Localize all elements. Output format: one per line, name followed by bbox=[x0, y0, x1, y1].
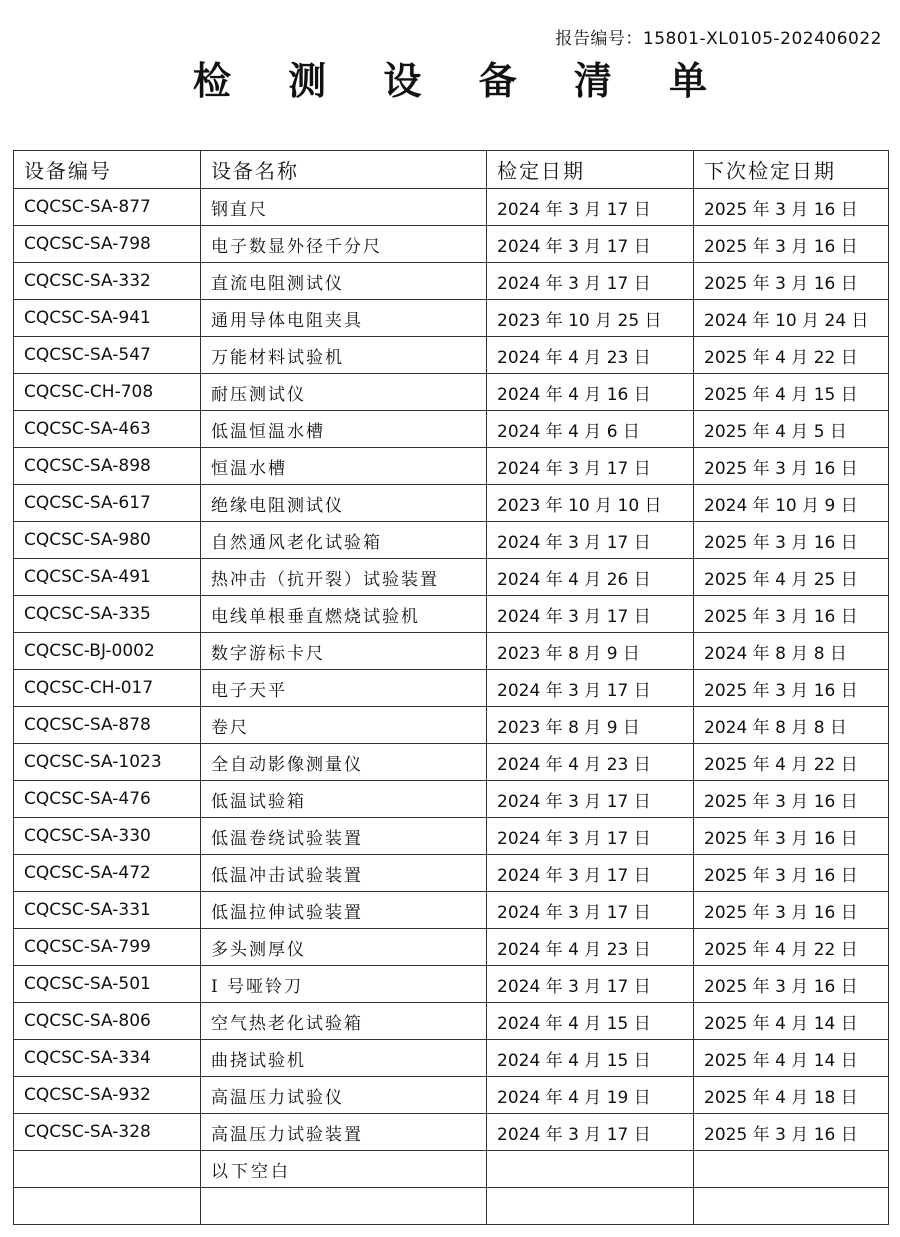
cell-next-calibration-date: 2025 年 4 月 14 日 bbox=[694, 1003, 889, 1040]
cell-calibration-date: 2024 年 3 月 17 日 bbox=[487, 189, 694, 226]
column-header-equipment-name: 设备名称 bbox=[201, 151, 487, 189]
cell-calibration-date: 2024 年 4 月 19 日 bbox=[487, 1077, 694, 1114]
cell-equipment-name: 直流电阻测试仪 bbox=[201, 263, 487, 300]
cell-equipment-id: CQCSC-SA-328 bbox=[14, 1114, 201, 1151]
table-cell bbox=[14, 1151, 201, 1188]
cell-equipment-id: CQCSC-CH-708 bbox=[14, 374, 201, 411]
report-number-value: 15801-XL0105-202406022 bbox=[642, 29, 882, 49]
column-header-calibration-date: 检定日期 bbox=[487, 151, 694, 189]
cell-equipment-name: 通用导体电阻夹具 bbox=[201, 300, 487, 337]
cell-equipment-name: 自然通风老化试验箱 bbox=[201, 522, 487, 559]
cell-equipment-id: CQCSC-SA-472 bbox=[14, 855, 201, 892]
cell-equipment-id: CQCSC-SA-806 bbox=[14, 1003, 201, 1040]
cell-equipment-id: CQCSC-SA-331 bbox=[14, 892, 201, 929]
cell-next-calibration-date: 2024 年 8 月 8 日 bbox=[694, 707, 889, 744]
cell-next-calibration-date: 2025 年 3 月 16 日 bbox=[694, 263, 889, 300]
table-row bbox=[14, 300, 889, 337]
cell-calibration-date: 2024 年 3 月 17 日 bbox=[487, 448, 694, 485]
table-row bbox=[14, 411, 889, 448]
table-row-end-marker bbox=[14, 1151, 889, 1188]
cell-equipment-id: CQCSC-SA-1023 bbox=[14, 744, 201, 781]
cell-equipment-name: 曲挠试验机 bbox=[201, 1040, 487, 1077]
cell-equipment-id: CQCSC-SA-617 bbox=[14, 485, 201, 522]
table-row bbox=[14, 633, 889, 670]
cell-calibration-date: 2024 年 3 月 17 日 bbox=[487, 263, 694, 300]
table-cell bbox=[14, 1188, 201, 1225]
cell-equipment-name: 万能材料试验机 bbox=[201, 337, 487, 374]
table-row bbox=[14, 744, 889, 781]
cell-calibration-date: 2024 年 3 月 17 日 bbox=[487, 818, 694, 855]
cell-equipment-id: CQCSC-BJ-0002 bbox=[14, 633, 201, 670]
cell-equipment-id: CQCSC-SA-463 bbox=[14, 411, 201, 448]
cell-next-calibration-date: 2025 年 4 月 14 日 bbox=[694, 1040, 889, 1077]
cell-equipment-name: I 号哑铃刀 bbox=[201, 966, 487, 1003]
cell-equipment-name: 电线单根垂直燃烧试验机 bbox=[201, 596, 487, 633]
table-cell bbox=[487, 1188, 694, 1225]
table-row bbox=[14, 670, 889, 707]
cell-equipment-name: 耐压测试仪 bbox=[201, 374, 487, 411]
cell-equipment-name: 卷尺 bbox=[201, 707, 487, 744]
cell-equipment-id: CQCSC-SA-330 bbox=[14, 818, 201, 855]
page-title: 检 测 设 备 清 单 bbox=[192, 58, 730, 103]
table-row bbox=[14, 448, 889, 485]
table-row bbox=[14, 707, 889, 744]
cell-next-calibration-date: 2025 年 4 月 22 日 bbox=[694, 929, 889, 966]
cell-equipment-id: CQCSC-SA-501 bbox=[14, 966, 201, 1003]
cell-equipment-id: CQCSC-CH-017 bbox=[14, 670, 201, 707]
table-row bbox=[14, 596, 889, 633]
table-row bbox=[14, 522, 889, 559]
cell-calibration-date: 2024 年 3 月 17 日 bbox=[487, 522, 694, 559]
cell-calibration-date: 2024 年 3 月 17 日 bbox=[487, 596, 694, 633]
table-row bbox=[14, 226, 889, 263]
cell-equipment-id: CQCSC-SA-491 bbox=[14, 559, 201, 596]
cell-calibration-date: 2024 年 4 月 23 日 bbox=[487, 929, 694, 966]
cell-next-calibration-date: 2025 年 4 月 15 日 bbox=[694, 374, 889, 411]
cell-equipment-name: 低温卷绕试验装置 bbox=[201, 818, 487, 855]
column-header-next-calibration-date: 下次检定日期 bbox=[694, 151, 889, 189]
table-cell bbox=[694, 1188, 889, 1225]
cell-next-calibration-date: 2025 年 3 月 16 日 bbox=[694, 596, 889, 633]
cell-equipment-id: CQCSC-SA-799 bbox=[14, 929, 201, 966]
cell-equipment-id: CQCSC-SA-941 bbox=[14, 300, 201, 337]
cell-equipment-name: 低温冲击试验装置 bbox=[201, 855, 487, 892]
cell-calibration-date: 2023 年 10 月 25 日 bbox=[487, 300, 694, 337]
cell-calibration-date: 2024 年 3 月 17 日 bbox=[487, 781, 694, 818]
cell-next-calibration-date: 2025 年 3 月 16 日 bbox=[694, 226, 889, 263]
report-number-label: 报告编号： bbox=[555, 29, 643, 49]
cell-equipment-name: 高温压力试验仪 bbox=[201, 1077, 487, 1114]
column-header-equipment-id: 设备编号 bbox=[14, 151, 201, 189]
cell-equipment-id: CQCSC-SA-335 bbox=[14, 596, 201, 633]
table-row bbox=[14, 1114, 889, 1151]
cell-next-calibration-date: 2025 年 4 月 18 日 bbox=[694, 1077, 889, 1114]
cell-equipment-name: 恒温水槽 bbox=[201, 448, 487, 485]
cell-calibration-date: 2024 年 3 月 17 日 bbox=[487, 892, 694, 929]
cell-calibration-date: 2024 年 4 月 6 日 bbox=[487, 411, 694, 448]
cell-calibration-date: 2024 年 3 月 17 日 bbox=[487, 855, 694, 892]
cell-equipment-id: CQCSC-SA-878 bbox=[14, 707, 201, 744]
cell-calibration-date: 2024 年 4 月 15 日 bbox=[487, 1003, 694, 1040]
cell-calibration-date: 2024 年 3 月 17 日 bbox=[487, 1114, 694, 1151]
cell-equipment-name: 空气热老化试验箱 bbox=[201, 1003, 487, 1040]
table-cell bbox=[201, 1188, 487, 1225]
cell-equipment-id: CQCSC-SA-334 bbox=[14, 1040, 201, 1077]
cell-next-calibration-date: 2025 年 3 月 16 日 bbox=[694, 448, 889, 485]
cell-calibration-date: 2024 年 4 月 15 日 bbox=[487, 1040, 694, 1077]
cell-next-calibration-date: 2024 年 10 月 9 日 bbox=[694, 485, 889, 522]
cell-equipment-name: 高温压力试验装置 bbox=[201, 1114, 487, 1151]
cell-calibration-date: 2024 年 4 月 16 日 bbox=[487, 374, 694, 411]
table-row bbox=[14, 559, 889, 596]
cell-equipment-name: 热冲击（抗开裂）试验装置 bbox=[201, 559, 487, 596]
cell-equipment-name: 全自动影像测量仪 bbox=[201, 744, 487, 781]
cell-next-calibration-date: 2024 年 8 月 8 日 bbox=[694, 633, 889, 670]
cell-next-calibration-date: 2025 年 3 月 16 日 bbox=[694, 855, 889, 892]
cell-next-calibration-date: 2025 年 3 月 16 日 bbox=[694, 892, 889, 929]
cell-next-calibration-date: 2025 年 4 月 5 日 bbox=[694, 411, 889, 448]
cell-calibration-date: 2023 年 8 月 9 日 bbox=[487, 633, 694, 670]
cell-calibration-date: 2024 年 3 月 17 日 bbox=[487, 966, 694, 1003]
cell-equipment-name: 电子数显外径千分尺 bbox=[201, 226, 487, 263]
cell-calibration-date: 2024 年 4 月 26 日 bbox=[487, 559, 694, 596]
cell-next-calibration-date: 2025 年 4 月 22 日 bbox=[694, 744, 889, 781]
cell-equipment-name: 电子天平 bbox=[201, 670, 487, 707]
table-row bbox=[14, 1040, 889, 1077]
cell-equipment-name: 多头测厚仪 bbox=[201, 929, 487, 966]
table-row bbox=[14, 966, 889, 1003]
table-row bbox=[14, 337, 889, 374]
cell-equipment-id: CQCSC-SA-476 bbox=[14, 781, 201, 818]
cell-calibration-date: 2024 年 3 月 17 日 bbox=[487, 226, 694, 263]
cell-next-calibration-date: 2025 年 3 月 16 日 bbox=[694, 522, 889, 559]
cell-next-calibration-date: 2024 年 10 月 24 日 bbox=[694, 300, 889, 337]
table-row bbox=[14, 781, 889, 818]
cell-calibration-date: 2023 年 8 月 9 日 bbox=[487, 707, 694, 744]
cell-next-calibration-date: 2025 年 3 月 16 日 bbox=[694, 781, 889, 818]
table-row bbox=[14, 855, 889, 892]
cell-next-calibration-date: 2025 年 3 月 16 日 bbox=[694, 818, 889, 855]
cell-next-calibration-date: 2025 年 3 月 16 日 bbox=[694, 966, 889, 1003]
table-row bbox=[14, 892, 889, 929]
cell-next-calibration-date: 2025 年 4 月 22 日 bbox=[694, 337, 889, 374]
table-row-empty bbox=[14, 1188, 889, 1225]
table-row bbox=[14, 818, 889, 855]
end-marker: 以下空白 bbox=[201, 1151, 487, 1188]
report-number bbox=[555, 24, 882, 49]
cell-equipment-id: CQCSC-SA-932 bbox=[14, 1077, 201, 1114]
cell-calibration-date: 2024 年 4 月 23 日 bbox=[487, 744, 694, 781]
equipment-table bbox=[13, 150, 889, 1225]
table-row bbox=[14, 485, 889, 522]
cell-equipment-id: CQCSC-SA-798 bbox=[14, 226, 201, 263]
cell-equipment-name: 低温恒温水槽 bbox=[201, 411, 487, 448]
cell-calibration-date: 2024 年 3 月 17 日 bbox=[487, 670, 694, 707]
table-cell bbox=[694, 1151, 889, 1188]
table-row bbox=[14, 189, 889, 226]
cell-calibration-date: 2023 年 10 月 10 日 bbox=[487, 485, 694, 522]
cell-equipment-id: CQCSC-SA-877 bbox=[14, 189, 201, 226]
cell-equipment-name: 钢直尺 bbox=[201, 189, 487, 226]
cell-equipment-id: CQCSC-SA-898 bbox=[14, 448, 201, 485]
cell-equipment-id: CQCSC-SA-980 bbox=[14, 522, 201, 559]
table-row bbox=[14, 1003, 889, 1040]
cell-equipment-name: 数字游标卡尺 bbox=[201, 633, 487, 670]
cell-next-calibration-date: 2025 年 4 月 25 日 bbox=[694, 559, 889, 596]
cell-equipment-name: 低温试验箱 bbox=[201, 781, 487, 818]
table-row bbox=[14, 263, 889, 300]
table-row bbox=[14, 374, 889, 411]
table-cell bbox=[487, 1151, 694, 1188]
cell-next-calibration-date: 2025 年 3 月 16 日 bbox=[694, 189, 889, 226]
cell-equipment-name: 低温拉伸试验装置 bbox=[201, 892, 487, 929]
table-row bbox=[14, 1077, 889, 1114]
cell-next-calibration-date: 2025 年 3 月 16 日 bbox=[694, 1114, 889, 1151]
cell-equipment-id: CQCSC-SA-332 bbox=[14, 263, 201, 300]
cell-equipment-id: CQCSC-SA-547 bbox=[14, 337, 201, 374]
table-header-row bbox=[14, 151, 889, 189]
cell-equipment-name: 绝缘电阻测试仪 bbox=[201, 485, 487, 522]
table-row bbox=[14, 929, 889, 966]
cell-next-calibration-date: 2025 年 3 月 16 日 bbox=[694, 670, 889, 707]
cell-calibration-date: 2024 年 4 月 23 日 bbox=[487, 337, 694, 374]
